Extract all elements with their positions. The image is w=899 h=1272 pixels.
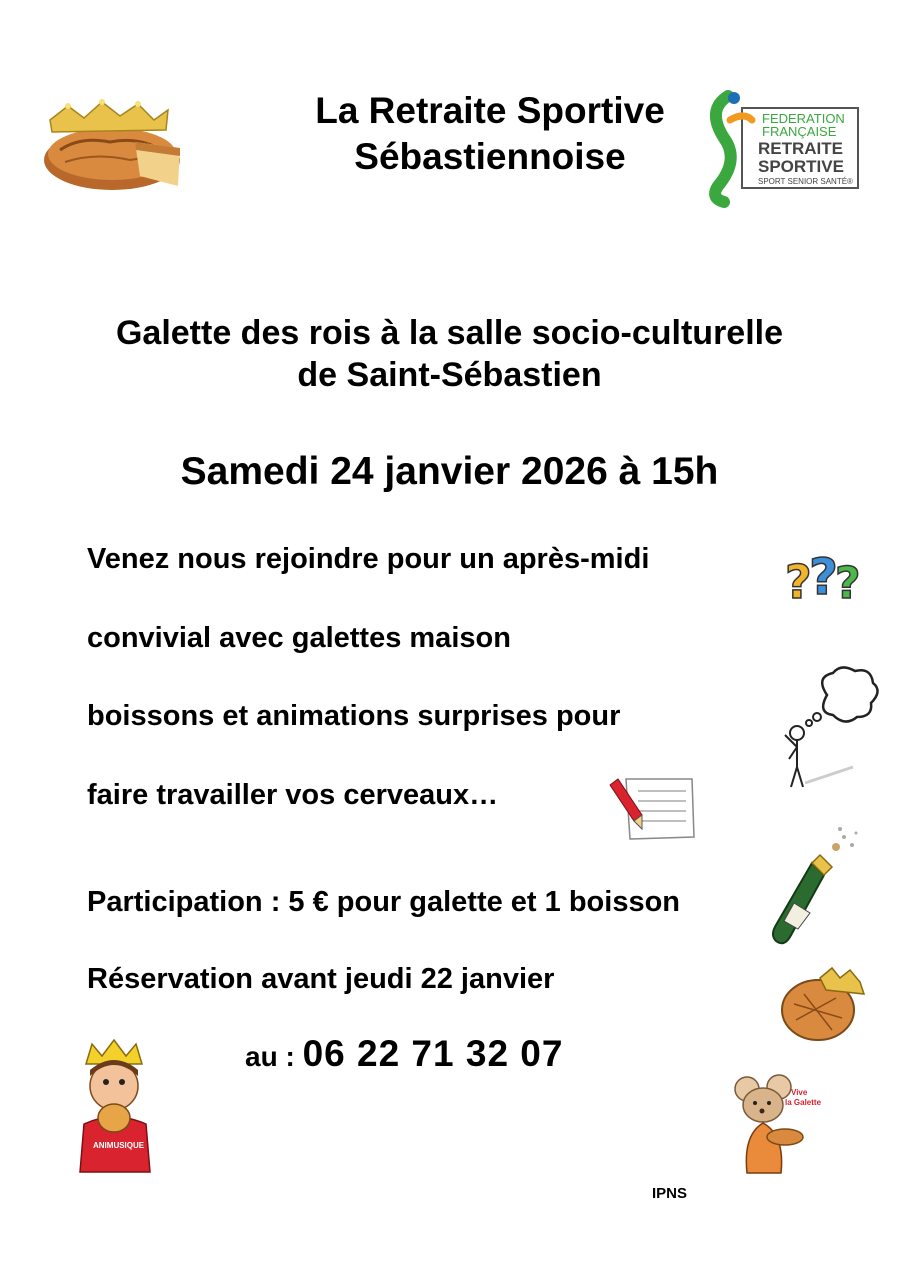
pencil-paper-icon (608, 775, 696, 841)
participation-text: Participation : 5 € pour galette et 1 boisson (87, 886, 680, 918)
logo-line-3: RETRAITE (758, 139, 843, 158)
ffrs-logo-icon (700, 90, 860, 210)
title-line-2: Sébastiennoise (354, 136, 626, 177)
logo-line-2: FRANÇAISE (762, 124, 837, 139)
logo-line-1: FEDERATION (762, 111, 845, 126)
subtitle-line-1: Galette des rois à la salle socio-culturelle (115, 314, 784, 352)
mouse-galette-illustration (733, 1075, 823, 1180)
logo-line-5: SPORT SENIOR SANTÉ® (758, 177, 853, 186)
galette-crown-illustration (40, 98, 185, 203)
thinking-figure-icon (775, 665, 880, 795)
svg-text:?: ? (809, 548, 839, 606)
event-date: Samedi 24 janvier 2026 à 15h (180, 450, 719, 493)
phone-number: 06 22 71 32 07 (302, 1033, 564, 1074)
page-title (250, 88, 730, 180)
body-line-3: boissons et animations surprises pour (87, 700, 621, 732)
body-line-1: Venez nous rejoindre pour un après-midi (87, 543, 650, 575)
mouse-caption-1: Vive (791, 1088, 808, 1097)
title-line-1: La Retraite Sportive (315, 90, 665, 131)
body-line-4: faire travailler vos cerveaux… (87, 779, 499, 811)
reservation-text: Réservation avant jeudi 22 janvier (87, 963, 555, 995)
svg-text:?: ? (785, 555, 812, 609)
event-subtitle (40, 312, 859, 396)
svg-text:?: ? (835, 558, 861, 609)
boy-shirt-text: ANIMUSIQUE (93, 1141, 145, 1150)
body-line-2: convivial avec galettes maison (87, 622, 511, 654)
logo-line-4: SPORTIVE (758, 157, 844, 176)
phone-prefix: au : (245, 1041, 303, 1072)
boy-eating-galette-illustration (70, 1040, 160, 1172)
champagne-bottle-icon (770, 825, 865, 950)
phone-line (245, 1033, 563, 1075)
subtitle-line-2: de Saint-Sébastien (297, 356, 602, 394)
ipns-label: IPNS (652, 1185, 688, 1202)
question-marks-icon (785, 548, 867, 612)
mouse-caption-2: la Galette (785, 1098, 822, 1107)
galette-small-icon (780, 964, 865, 1044)
